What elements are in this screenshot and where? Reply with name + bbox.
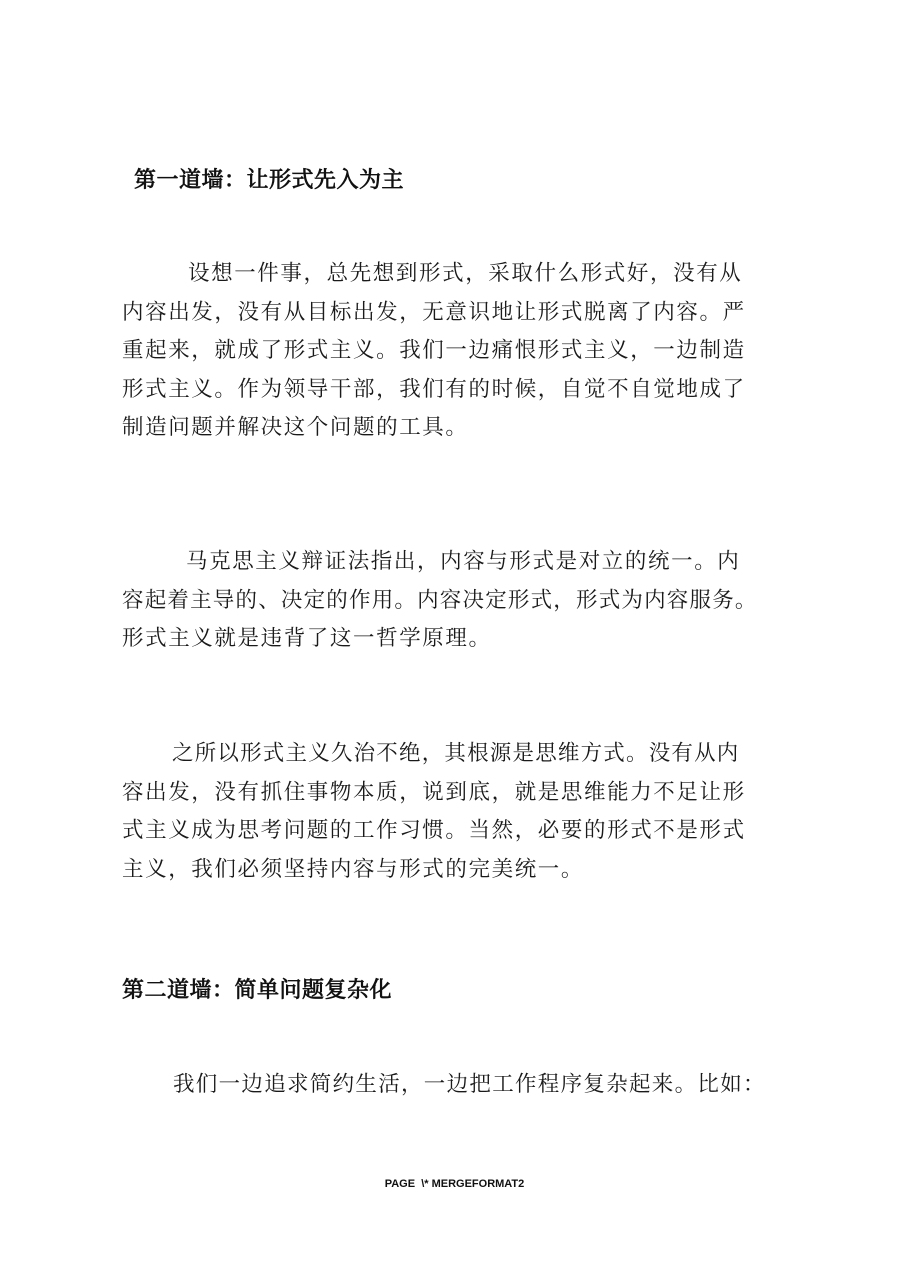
paragraph-line: 主义，我们必须坚持内容与形式的完美统一。 [122,856,585,882]
paragraph-line: 设想一件事，总先想到形式，采取什么形式好，没有从 [188,261,743,286]
section-2-paragraph-1 [122,1066,802,1105]
paragraph-line: 容起着主导的、决定的作用。内容决定形式，形式为内容服务。 [122,587,758,613]
paragraph-line: 容出发，没有抓住事物本质，说到底，就是思维能力不足让形 [122,779,746,805]
section-2-heading: 第二道墙：简单问题复杂化 [122,978,393,1003]
section-1-heading: 第一道墙：让形式先入为主 [134,168,405,193]
paragraph-line: 我们一边追求简约生活，一边把工作程序复杂起来。比如： [173,1072,766,1097]
paragraph-line: 之所以形式主义久治不绝，其根源是思维方式。没有从内 [172,741,740,766]
paragraph-line: 重起来，就成了形式主义。我们一边痛恨形式主义，一边制造 [122,338,746,363]
paragraph-line: 制造问题并解决这个问题的工具。 [122,415,469,440]
paragraph-line: 形式主义就是违背了这一哲学原理。 [122,626,492,651]
section-1-paragraph-3 [122,735,802,889]
page-footer: PAGE \* MERGEFORMAT2 [384,1178,525,1190]
paragraph-line: 形式主义。作为领导干部，我们有的时候，自觉不自觉地成了 [122,376,746,402]
paragraph-line: 马克思主义辩证法指出，内容与形式是对立的统一。内 [186,549,741,574]
section-1-paragraph-2 [122,543,802,659]
section-1-paragraph-1 [122,255,802,448]
paragraph-line: 内容出发，没有从目标出发，无意识地让形式脱离了内容。严 [122,299,746,325]
paragraph-line: 式主义成为思考问题的工作习惯。当然，必要的形式不是形式 [122,818,746,843]
